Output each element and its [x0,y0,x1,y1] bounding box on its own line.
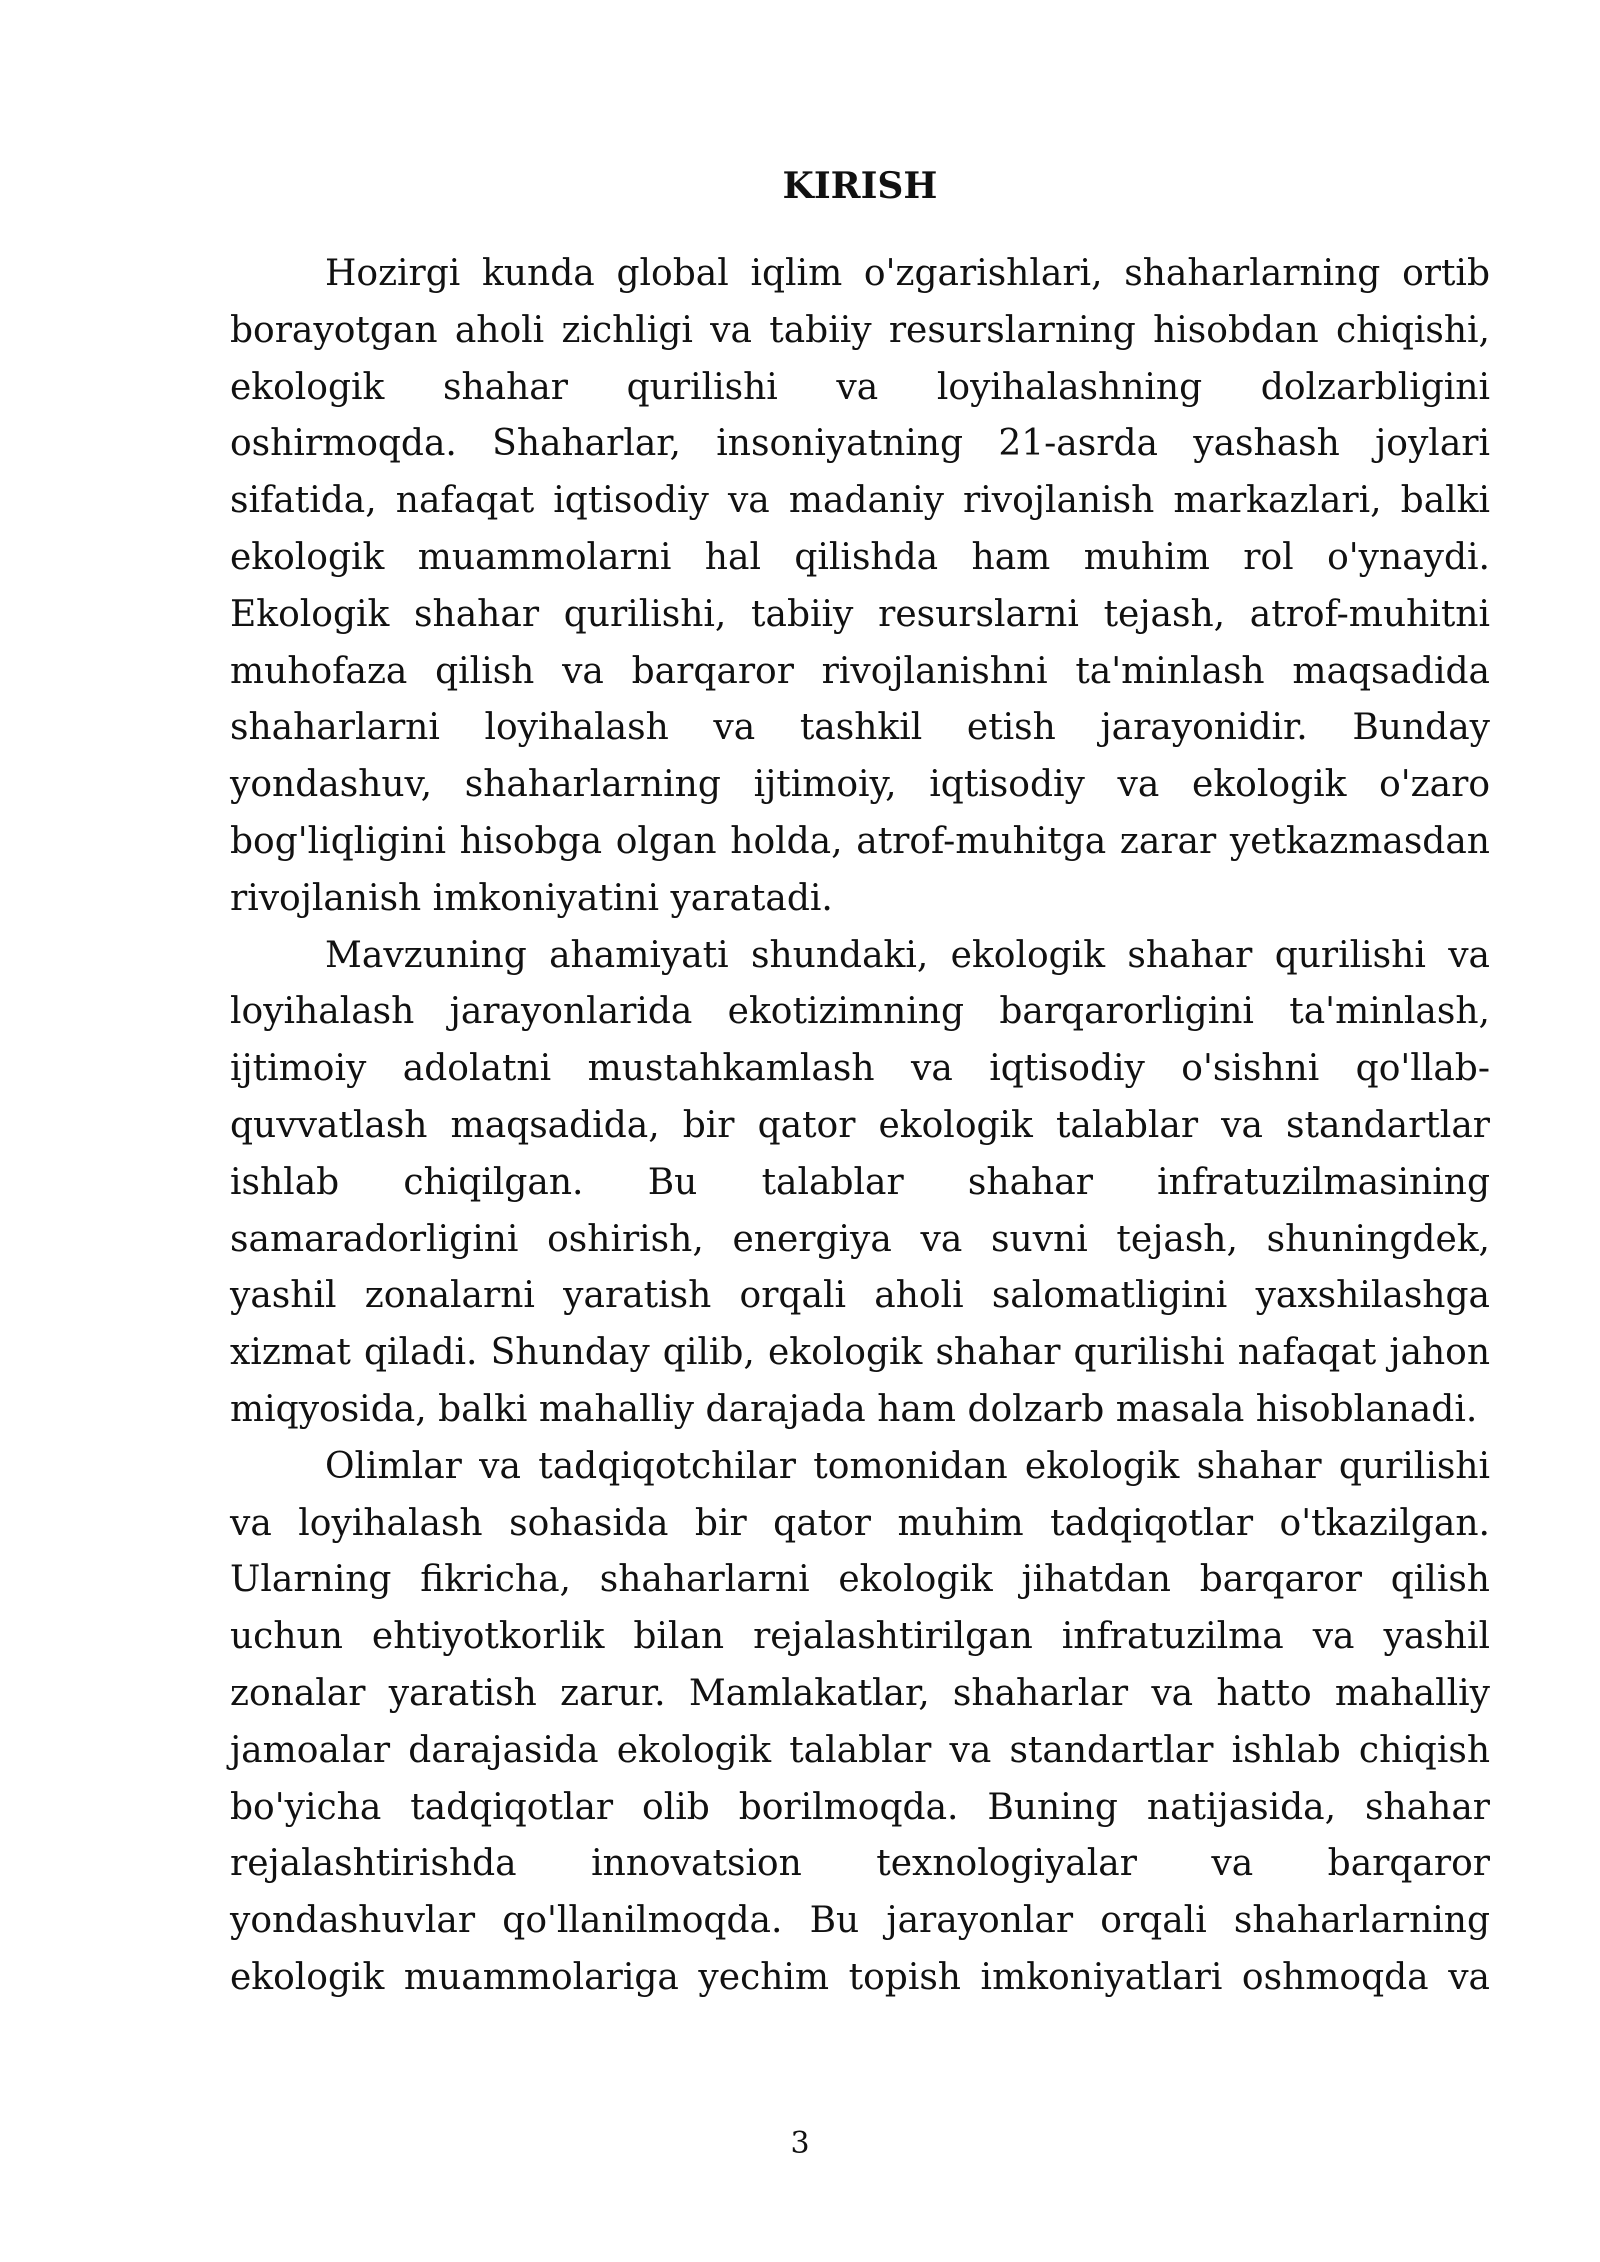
paragraph-3: Olimlar va tadqiqotchilar tomonidan ekologik shahar qurilishi va loyihalash sohasida bir qator muhim tadqiqotlar o'tkazilgan. Ularning fikricha, shaharlarni ekologik jihatdan barqaror qilish uchun ehtiyotkorlik bilan rejalashtirilgan infratuzilma va yashil zonalar yaratish zarur. Mamlakatlar, shaharlar va hatto mahalliy jamoalar darajasida ekologik talablar va standartlar ishlab chiqish bo'yicha tadqiqotlar olib borilmoqda. Buning natijasida, shahar rejalashtirishda innovatsion texnologiyalar va barqaror yondashuvlar qo'llanilmoqda. Bu jarayonlar orqali shaharlarning ekologik muammolariga yechim topish imkoniyatlari oshmoqda va [230,1445,1490,1998]
page-number: 3 [790,2126,810,2161]
paragraph-2: Mavzuning ahamiyati shundaki, ekologik shahar qurilishi va loyihalash jarayonlarida ekotizimning barqarorligini ta'minlash, ijtimoiy adolatni mustahkamlash va iqtisodiy o'sishni qo'llab-quvvatlash maqsadida, bir qator ekologik talablar va standartlar ishlab chiqilgan. Bu talablar shahar infratuzilmasining samaradorligini oshirish, energiya va suvni tejash, shuningdek, yashil zonalarni yaratish orqali aholi salomatligini yaxshilashga xizmat qiladi. Shunday qilib, ekologik shahar qurilishi nafaqat jahon miqyosida, balki mahalliy darajada ham dolzarb masala hisoblanadi. [230,934,1490,1430]
page-title: KIRISH [782,165,938,207]
paragraph-1: Hozirgi kunda global iqlim o'zgarishlari, shaharlarning ortib borayotgan aholi zichligi va tabiiy resurslarning hisobdan chiqishi, ekologik shahar qurilishi va loyihalashning dolzarbligini oshirmoqda. Shaharlar, insoniyatning 21-asrda yashash joylari sifatida, nafaqat iqtisodiy va madaniy rivojlanish markazlari, balki ekologik muammolarni hal qilishda ham muhim rol o'ynaydi. Ekologik shahar qurilishi, tabiiy resurslarni tejash, atrof-muhitni muhofaza qilish va barqaror rivojlanishni ta'minlash maqsadida shaharlarni loyihalash va tashkil etish jarayonidir. Bunday yondashuv, shaharlarning ijtimoiy, iqtisodiy va ekologik o'zaro bog'liqligini hisobga olgan holda, atrof-muhitga zarar yetkazmasdan rivojlanish imkoniyatini yaratadi. [230,253,1490,919]
body-text [230,246,1490,2007]
